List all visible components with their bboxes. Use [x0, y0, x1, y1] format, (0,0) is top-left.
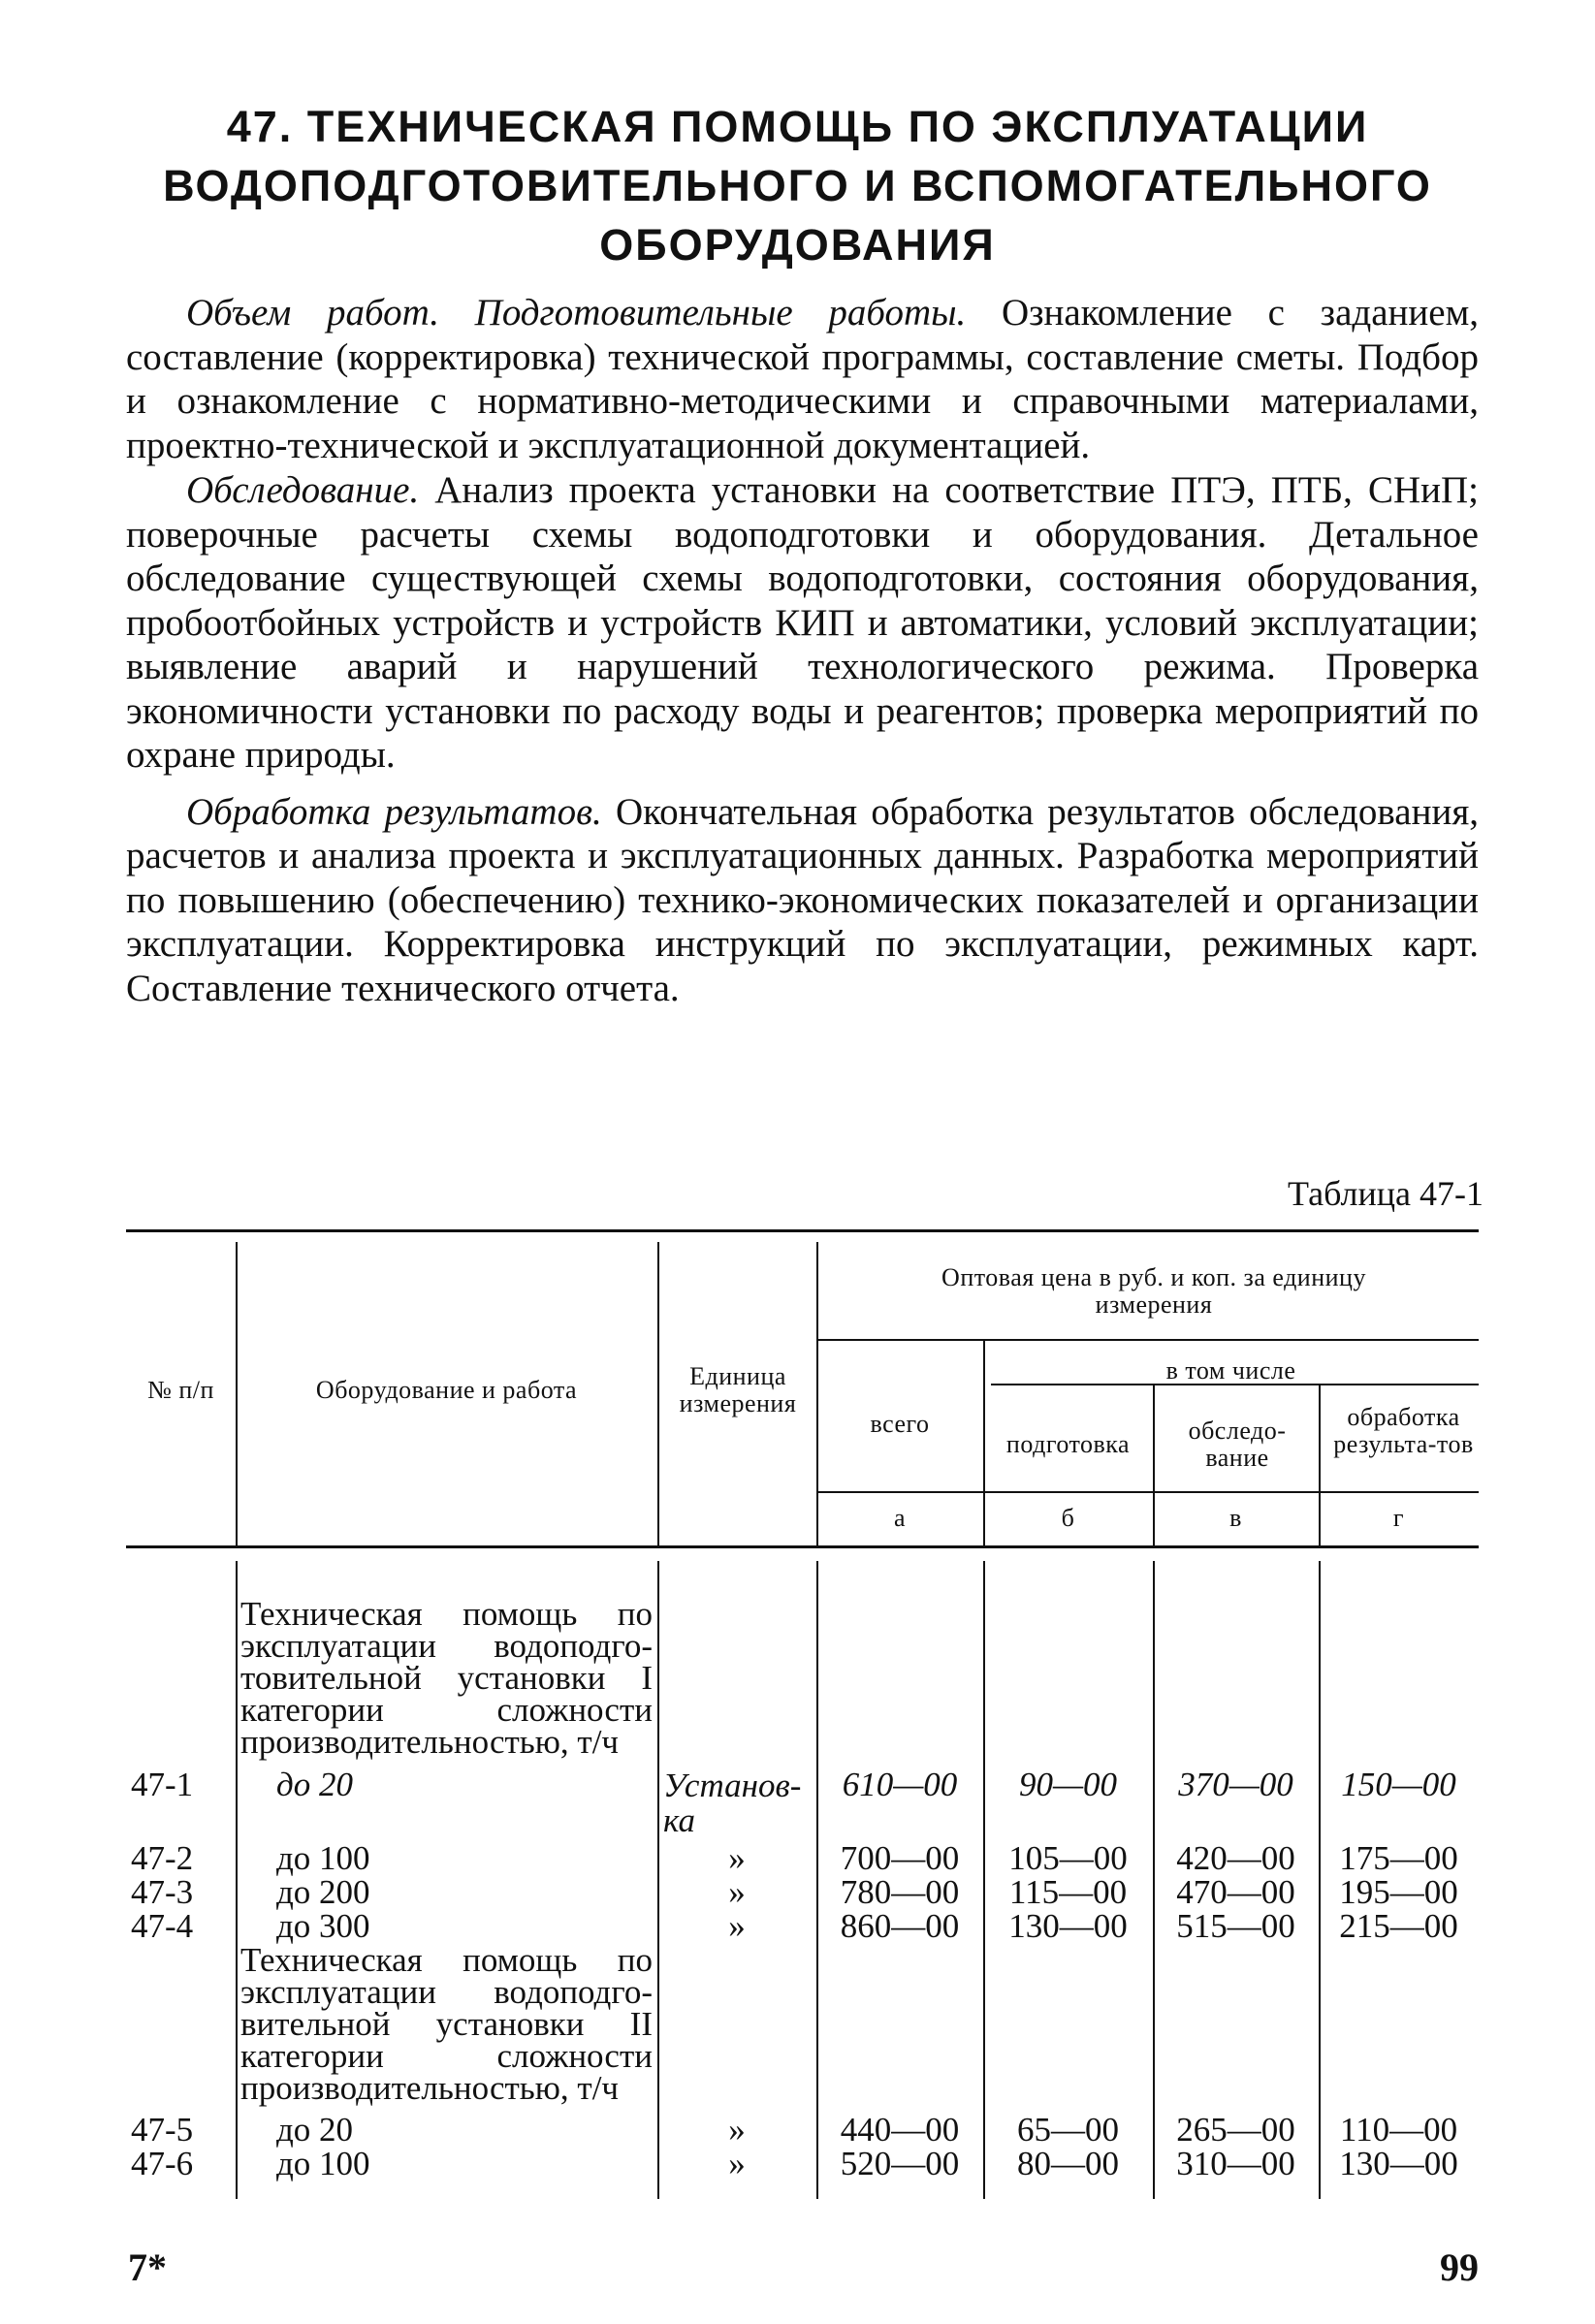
row-survey: 265—00 — [1176, 2111, 1295, 2149]
row-num: 47-6 — [131, 2145, 194, 2182]
paragraph-text: Окончательная обработка результатов обследования, расчетов и анализа проекта и эксплуатационных данных. Разработка мероприятий по повышению (обеспечению) технико-экономических показателей и организации эксплуатации. Корректировка инструкций по эксплуатации, режимных карт. Составление технического отчета. — [126, 790, 1480, 1009]
paragraph-lead: Обработка результатов. — [186, 790, 602, 833]
group-1-description — [240, 1595, 653, 1761]
row-prep: 65—00 — [1017, 2111, 1119, 2149]
signature-mark: 7* — [128, 2245, 167, 2289]
header-total: всего — [870, 1410, 930, 1438]
description-line: вительной установки II — [240, 2005, 653, 2043]
header-unit: Единица измерения — [679, 1362, 797, 1417]
header-including: в том числе — [1165, 1356, 1296, 1385]
paragraph-lead: Объем работ. Подготовительные работы. — [186, 292, 967, 334]
row-processing: 110—00 — [1339, 2111, 1458, 2149]
header-equipment: Оборудование и работа — [315, 1376, 578, 1404]
row-survey: 420—00 — [1176, 1839, 1295, 1877]
header-price-group: Оптовая цена в руб. и коп. за единицу измерения — [941, 1263, 1366, 1319]
header-processing: обработка результа-тов — [1333, 1403, 1474, 1458]
description-line: категории сложности — [240, 2037, 653, 2075]
header-num: № п/п — [147, 1376, 214, 1404]
letter-a: а — [893, 1504, 907, 1532]
table-top-rule — [126, 1229, 1479, 1232]
header-bottom-rule — [126, 1545, 1479, 1548]
table-caption: Таблица 47-1 — [1288, 1174, 1483, 1213]
row-unit: » — [728, 2145, 746, 2182]
paragraph-scope — [126, 291, 1479, 467]
letter-v: в — [1229, 1504, 1242, 1532]
col-rule — [236, 1561, 238, 2199]
row-num: 47-3 — [131, 1873, 194, 1911]
description-line: Техническая помощь по — [240, 1941, 653, 1979]
row-num: 47-1 — [131, 1766, 194, 1803]
row-prep: 80—00 — [1017, 2145, 1119, 2182]
row-name: до 100 — [276, 2145, 370, 2182]
row-total: 860—00 — [840, 1907, 960, 1945]
body-text — [126, 291, 1479, 1010]
description-line: товительной установки I — [240, 1659, 653, 1697]
row-name: до 200 — [276, 1873, 370, 1911]
title-line-1: 47. ТЕХНИЧЕСКАЯ ПОМОЩЬ ПО ЭКСПЛУАТАЦИИ — [226, 102, 1369, 151]
row-survey: 370—00 — [1178, 1766, 1293, 1803]
row-num: 47-5 — [131, 2111, 194, 2149]
row-name: до 100 — [276, 1839, 370, 1877]
paragraph-text: Ознакомление с заданием, составление (корректировка) технической программы, составление сметы. Подбор и ознакомление с нормативно-методическими и справочными материалами, проектно-технической и эксплуатационной документацией. — [126, 292, 1480, 466]
row-unit: » — [728, 1907, 746, 1945]
row-unit: Установ- ка — [663, 1767, 802, 1839]
header-prep: подготовка — [1005, 1430, 1131, 1458]
row-total: 610—00 — [842, 1766, 958, 1803]
paragraph-processing — [126, 790, 1479, 1011]
row-total: 700—00 — [840, 1839, 960, 1877]
row-processing: 215—00 — [1339, 1907, 1458, 1945]
row-prep: 90—00 — [1018, 1766, 1118, 1803]
group-2-description — [240, 1941, 653, 2107]
price-table — [126, 1229, 1479, 2199]
col-rule — [816, 1242, 818, 1545]
row-survey: 515—00 — [1176, 1907, 1295, 1945]
description-line: категории сложности — [240, 1691, 653, 1729]
row-unit: » — [728, 2111, 746, 2149]
paragraph-lead: Обследование. — [186, 469, 420, 511]
description-line: эксплуатации водоподго- — [240, 1627, 653, 1665]
row-processing: 175—00 — [1339, 1839, 1458, 1877]
row-prep: 105—00 — [1008, 1839, 1128, 1877]
description-line: производительностью, т/ч — [240, 1723, 620, 1761]
page-number: 99 — [1440, 2245, 1479, 2289]
description-line: Техническая помощь по — [240, 1595, 653, 1633]
row-name: до 20 — [276, 1766, 353, 1803]
row-prep: 130—00 — [1008, 1907, 1128, 1945]
letters-rule — [816, 1491, 1479, 1493]
row-processing: 150—00 — [1341, 1766, 1456, 1803]
paragraph-text: Анализ проекта установки на соответствие ПТЭ, ПТБ, СНиП; поверочные расчеты схемы водоподготовки и оборудования. Детальное обследование существующей схемы водоподготовки, состояния оборудования, пробоотбойных устройств и устройств КИП и автоматики, условий эксплуатации; выявление аварий и нарушений технологического режима. Проверка экономичности установки по расходу воды и реагентов; проверка мероприятий по охране природы. — [126, 469, 1479, 776]
section-title — [126, 97, 1469, 274]
title-line-3: ОБОРУДОВАНИЯ — [599, 220, 996, 270]
row-total: 440—00 — [840, 2111, 960, 2149]
row-total: 520—00 — [840, 2145, 960, 2182]
description-line: эксплуатации водоподго- — [240, 1973, 653, 2011]
letter-b: б — [1061, 1504, 1075, 1532]
letter-g: г — [1392, 1504, 1405, 1532]
row-unit: » — [728, 1873, 746, 1911]
row-prep: 115—00 — [1008, 1873, 1128, 1911]
row-num: 47-2 — [131, 1839, 194, 1877]
price-group-rule — [816, 1339, 1479, 1341]
header-survey: обследо-вание — [1188, 1417, 1287, 1472]
row-unit: » — [728, 1839, 746, 1877]
row-processing: 195—00 — [1339, 1873, 1458, 1911]
row-num: 47-4 — [131, 1907, 194, 1945]
row-survey: 470—00 — [1176, 1873, 1295, 1911]
title-line-2: ВОДОПОДГОТОВИТЕЛЬНОГО И ВСПОМОГАТЕЛЬНОГО — [163, 161, 1432, 210]
row-name: до 300 — [276, 1907, 370, 1945]
description-line: производительностью, т/ч — [240, 2069, 620, 2107]
paragraph-survey — [126, 468, 1479, 778]
row-processing: 130—00 — [1339, 2145, 1458, 2182]
row-total: 780—00 — [840, 1873, 960, 1911]
row-survey: 310—00 — [1176, 2145, 1295, 2182]
row-name: до 20 — [276, 2111, 354, 2149]
